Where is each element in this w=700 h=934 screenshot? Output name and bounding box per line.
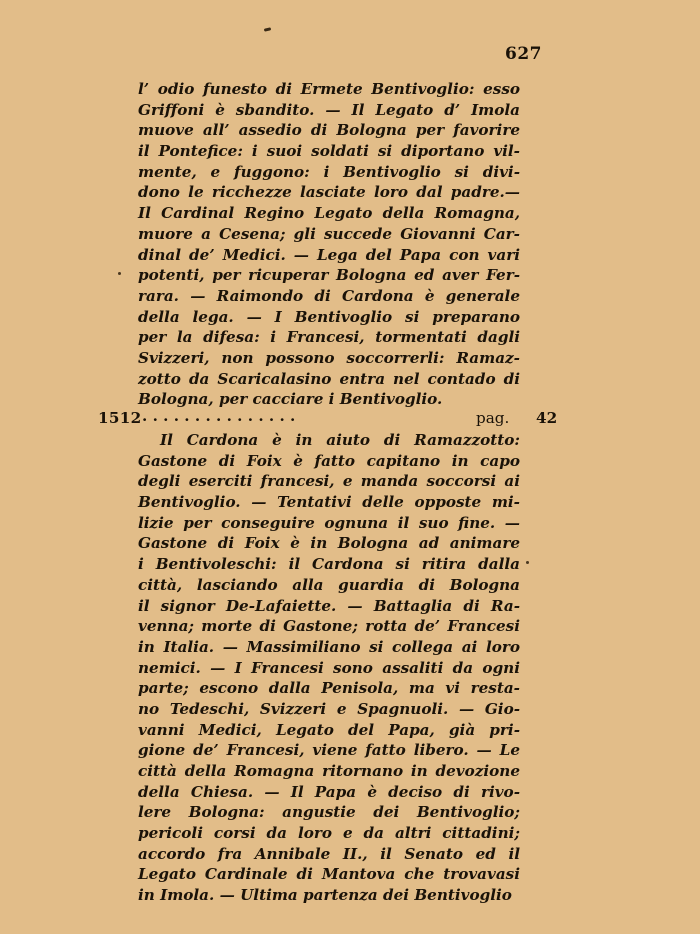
text-line: Bentivoglio. — Tentativi delle opposte mi-	[138, 493, 520, 512]
text-line: Bologna, per cacciare i Bentivoglio.	[138, 390, 443, 409]
text-line: lizie per conseguire ognuna il suo fine. —	[138, 513, 520, 532]
dot-leader: . . . . . . . . . . . . . . .	[142, 407, 296, 425]
summary-paragraph-2	[138, 430, 520, 906]
text-line: della lega. — I Bentivoglio si preparano	[138, 307, 520, 326]
text-line: città, lasciando alla guardia di Bologna	[138, 575, 520, 594]
ink-dot	[118, 272, 121, 275]
text-line: muore a Cesena; gli succede Giovanni Car-	[138, 224, 520, 243]
text-line: città della Romagna ritornano in devozione	[138, 762, 520, 780]
pag-label: pag.	[476, 409, 510, 427]
text-line: Il Cardinal Regino Legato della Romagna,	[138, 204, 520, 223]
text-line: il signor De-Lafaiette. — Battaglia di Ra-	[138, 596, 520, 615]
text-line: no Tedeschi, Svizzeri e Spagnuoli. — Gio-	[138, 699, 520, 718]
text-line: il Pontefice: i suoi soldati si diportano vil-	[138, 142, 520, 161]
text-line: Gastone di Foix è in Bologna ad animare	[138, 534, 520, 553]
text-line: per la difesa: i Francesi, tormentati dagli	[138, 328, 520, 347]
text-line: Svizzeri, non possono soccorrerli: Ramaz-	[138, 348, 520, 367]
text-line: muove all’ assedio di Bologna per favorire	[138, 121, 520, 140]
text-line: degli eserciti francesi, e manda soccorsi ai	[138, 472, 520, 491]
text-line: in Italia. — Massimiliano si collega ai loro	[138, 637, 520, 656]
text-line: dono le ricchezze lasciate loro dal padre.—	[138, 183, 520, 202]
text-line: della Chiesa. — Il Papa è deciso di rivo-	[138, 782, 520, 801]
text-line: nemici. — I Francesi sono assaliti da ogni	[138, 658, 520, 677]
text-line: zotto da Scaricalasino entra nel contado di	[138, 369, 520, 388]
text-line: parte; escono dalla Penisola, ma vi resta-	[138, 679, 520, 698]
text-line: Il Cardona è in aiuto di Ramazzotto:	[160, 431, 520, 449]
text-line: Gastone di Foix è fatto capitano in capo	[138, 451, 520, 470]
text-line: pericoli corsi da loro e da altri cittadini;	[138, 824, 520, 843]
text-line: l’ odio funesto di Ermete Bentivoglio: esso	[138, 80, 520, 98]
text-line: in Imola. — Ultima partenza dei Bentivoglio	[138, 886, 512, 905]
text-line: lere Bologna: angustie dei Bentivoglio;	[138, 803, 520, 822]
index-entry-1512	[98, 409, 558, 431]
text-line: vanni Medici, Legato del Papa, già pri-	[138, 720, 520, 739]
text-line: dinal de’ Medici. — Lega del Papa con vari	[138, 245, 520, 264]
text-line: rara. — Raimondo di Cardona è generale	[138, 286, 520, 305]
text-line: i Bentivoleschi: il Cardona si ritira dalla	[138, 555, 520, 574]
page-number: 627	[505, 44, 542, 64]
text-line: venna; morte di Gastone; rotta de’ Francesi	[138, 617, 520, 636]
text-line: gione de’ Francesi, viene fatto libero. — Le	[138, 741, 520, 760]
entry-year: 1512	[98, 409, 142, 427]
summary-paragraph-1	[138, 79, 520, 410]
page-reference: 42	[536, 409, 558, 427]
ink-dot	[526, 561, 529, 564]
text-line: mente, e fuggono: i Bentivoglio si divi-	[138, 162, 520, 181]
text-line: potenti, per ricuperar Bologna ed aver Fer-	[138, 266, 520, 285]
text-line: Griffoni è sbandito. — Il Legato d’ Imola	[138, 100, 520, 119]
text-line: Legato Cardinale di Mantova che trovavasi	[138, 865, 520, 884]
text-line: accordo fra Annibale II., il Senato ed il	[138, 844, 520, 863]
ink-mark	[264, 27, 271, 31]
